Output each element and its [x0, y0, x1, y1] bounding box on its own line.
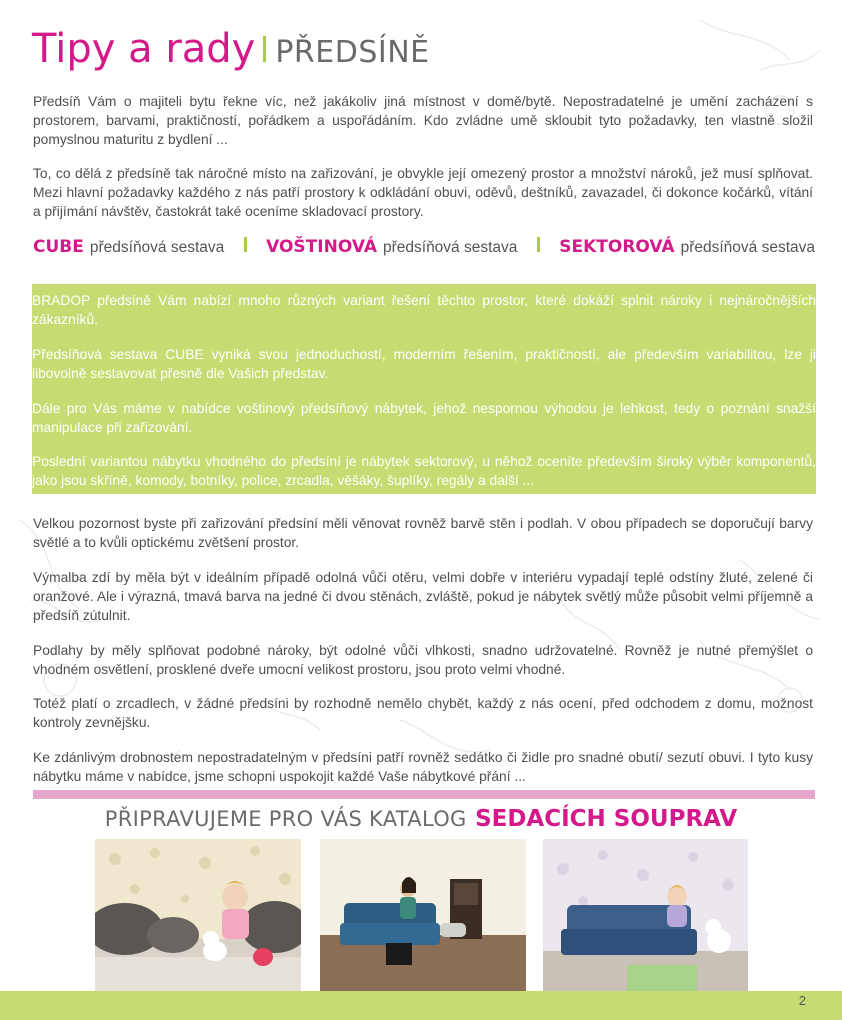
lineup-item-vostinova — [266, 237, 517, 257]
lineup-kind: předsíňová sestava — [680, 239, 815, 256]
page-header — [32, 26, 430, 72]
highlight-paragraph-1: BRADOP předsíně Vám nabízí mnoho různých variant řešení těchto prostor, které dokáží splnit nároky i nejnáročnějších zákazníků. — [32, 293, 816, 327]
lineup-name: SEKTOROVÁ — [559, 237, 675, 257]
lineup-kind: předsíňová sestava — [89, 239, 225, 256]
section-divider — [33, 790, 815, 799]
lineup-item-sektorova — [559, 237, 815, 257]
body-paragraph-5: Ke zdánlivým drobnostem nepostradatelným v předsíni patří rovněž sedátko či židle pro snadné obutí/ sezutí obuvi. I tyto kusy nábytku máme v nabídce, jsme schopni uspokojit každé Vaše nábytkové přání ... — [33, 750, 813, 784]
lineup-divider — [244, 237, 247, 252]
catalog-banner — [0, 806, 842, 832]
intro-paragraph-2: To, co dělá z předsíně tak náročné místo na zařizování, je obvykle její omezený prostor a množství nároků, jež musí splňovat. Mezi hlavní požadavky každého z nás patří prostory k odkládání obuvi, oděvů, deštníků, zavazadel, či dokonce kočárků, vítání a přijímání návštěv, častokrát také oceníme skladovací prostory. — [33, 166, 813, 219]
body-paragraph-4: Totéž platí o zrcadlech, v žádné předsíni by rozhodně nemělo chybět, každý z nás ocení, před odchodem z domu, možnost kontroly zevnějšku. — [33, 696, 813, 730]
body-paragraph-1: Velkou pozornost byste při zařizování předsíní měli věnovat rovněž barvě stěn i podlah. V obou případech se doporučují barvy světlé a to kvůli optickému zvětšení prostor. — [33, 516, 813, 550]
body-paragraph-3: Podlahy by měly splňovat podobné nároky, být odolné vůči vlhkosti, snadno udržovatelné. Rovněž je nutné přemýšlet o vhodném osvětlení, prosklené dveře umocní velikost prostoru, jsou proto velmi vhodné. — [33, 643, 813, 677]
page-number: 2 — [798, 993, 806, 1008]
title-divider — [263, 36, 266, 62]
highlight-paragraph-3: Dále pro Vás máme v nabídce voštinový předsíňový nábytek, jehož nespornou výhodou je lehkost, tedy o poznání snažší manipulace při zařizování. — [32, 401, 816, 435]
lineup-item-cube — [33, 237, 224, 257]
highlight-box — [32, 284, 816, 494]
lineup-name: CUBE — [33, 237, 84, 257]
lineup-kind: předsíňová sestava — [382, 239, 518, 256]
photo-child-blue-sofabed — [543, 839, 748, 991]
highlight-paragraph-2: Předsíňová sestava CUBE vyniká svou jednoduchostí, moderním řešením, praktičností, ale především variabilitou, lze ji libovolně sestavovat přesně dle Vašich představ. — [32, 347, 816, 381]
catalog-lead: PŘIPRAVUJEME PRO VÁS KATALOG — [104, 807, 467, 831]
page-title: Tipy a rady — [32, 26, 256, 72]
photo-woman-blue-sofa — [320, 839, 526, 991]
lineup-name: VOŠTINOVÁ — [266, 237, 377, 257]
highlight-paragraph-4: Poslední variantou nábytku vhodného do předsíní je nábytek sektorový, u něhož oceníte především široký výběr komponentů, jako jsou skříně, komody, botníky, police, zrcadla, věšáky, šuplíky, regály a další ... — [32, 454, 816, 488]
product-lineup — [33, 237, 815, 257]
catalog-highlight: SEDACÍCH SOUPRAV — [475, 806, 738, 832]
page-footer-bar — [0, 991, 842, 1020]
intro-paragraph-1: Předsíň Vám o majiteli bytu řekne víc, než jakákoliv jiná místnost v domě/bytě. Nepostradatelné je umění zacházení s prostorem, barvami, praktičností, pořádkem a uspořádáním. Kdo zvládne umě skloubit tyto požadavky, ten vlastně složil pomyslnou maturitu z bydlení ... — [33, 94, 813, 147]
lineup-divider — [537, 237, 540, 252]
body-paragraph-2: Výmalba zdí by měla být v ideálním případě odolná vůči otěru, velmi dobře v interiéru vypadají teplé odstíny žluté, zelené či oranžové. Ale i výrazná, tmavá barva na jedné či dvou stěnách, zvláště, pokud je nábytek světlý může působit velmi příjemně a předsíň zútulnit. — [33, 570, 813, 623]
photo-child-sofa — [95, 839, 301, 991]
page-subtitle: PŘEDSÍNĚ — [275, 35, 430, 70]
